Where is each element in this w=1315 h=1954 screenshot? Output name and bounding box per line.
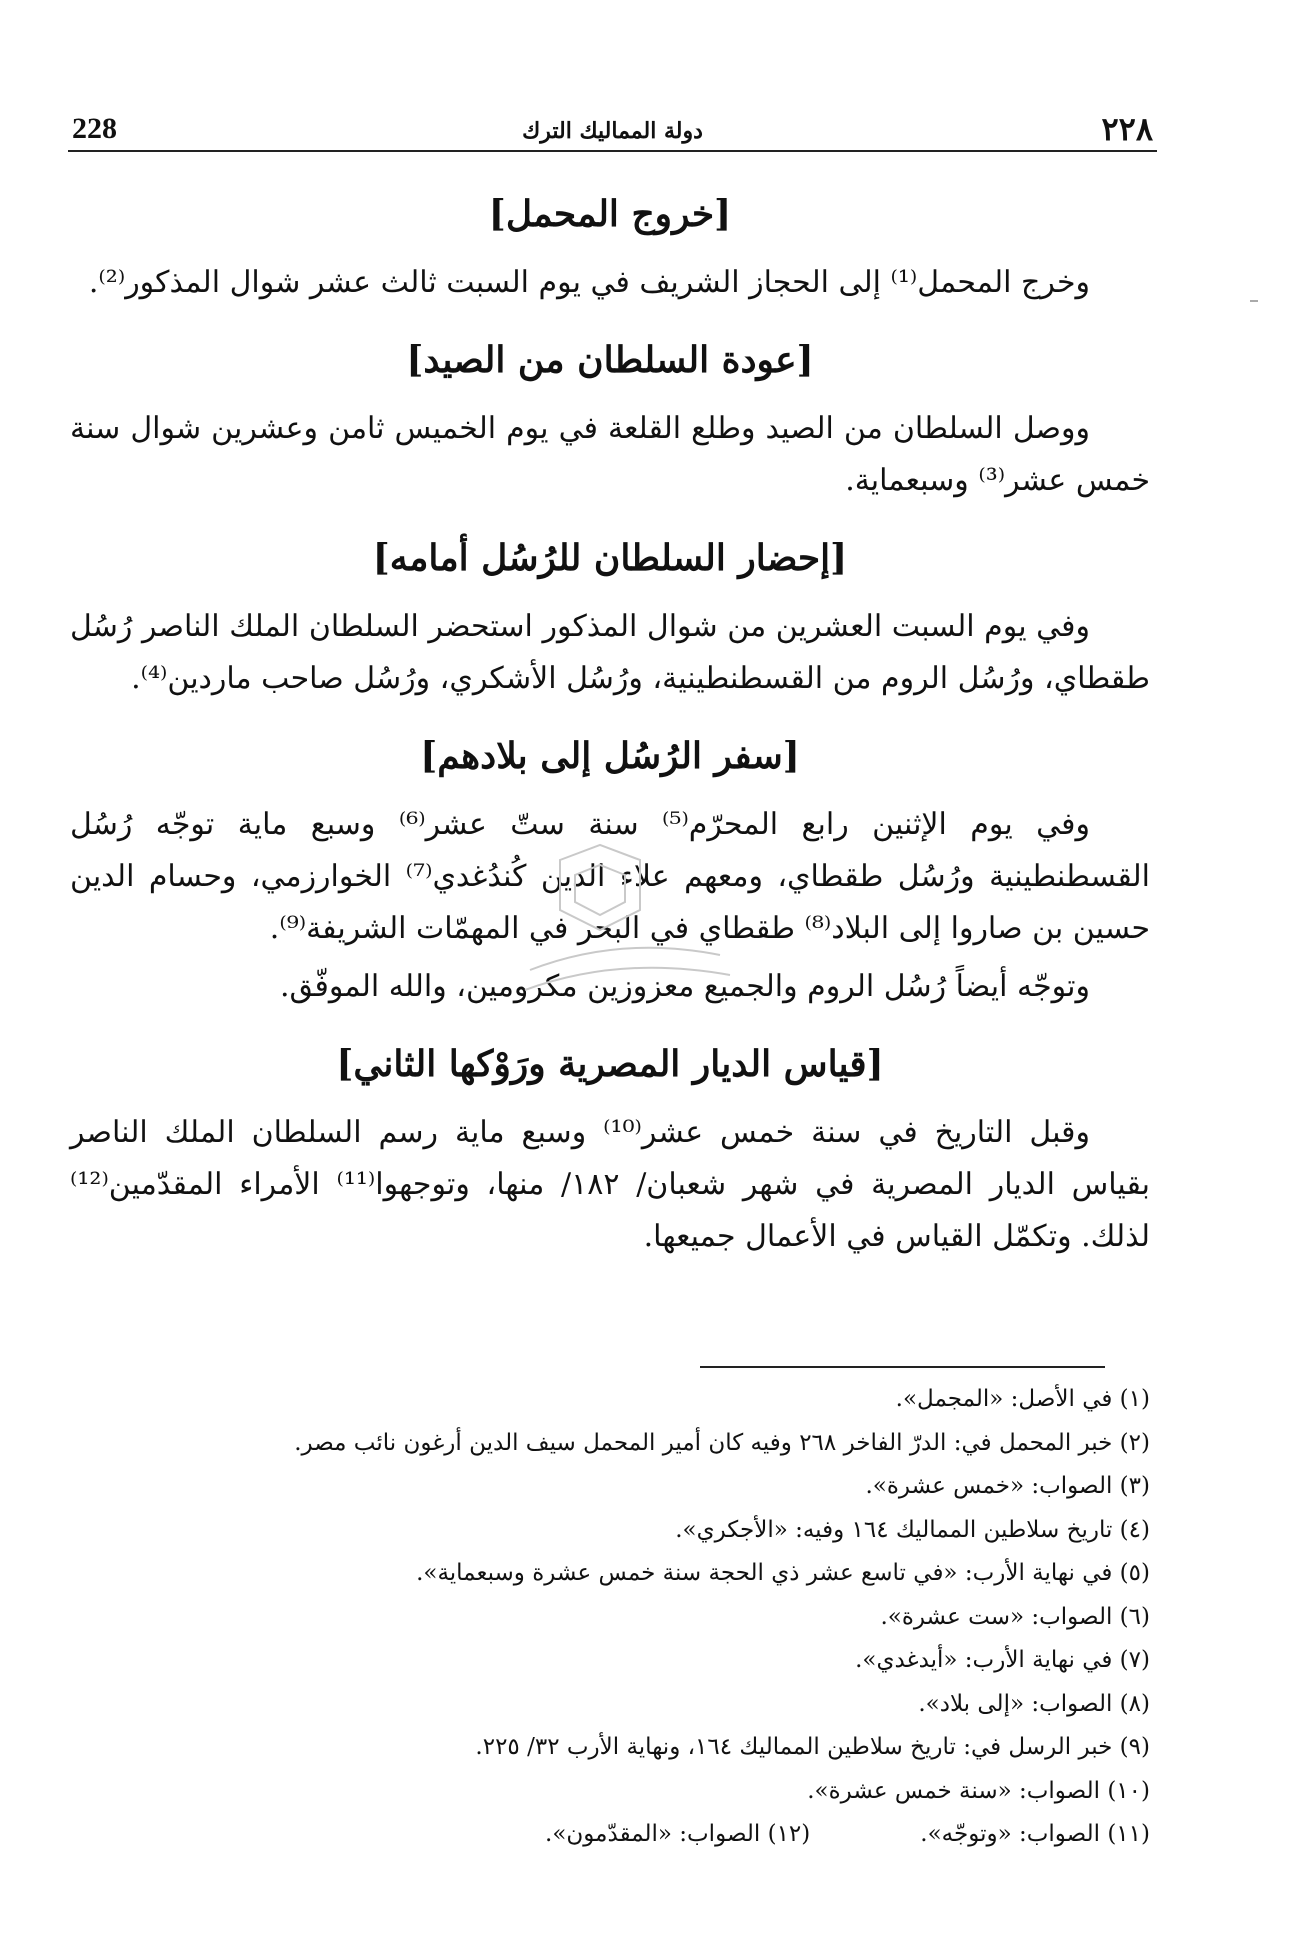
footnote: (٣) الصواب: «خمس عشرة». [865,1473,1150,1499]
footnote: (٨) الصواب: «إلى بلاد». [918,1690,1150,1717]
footnote: (٥) في نهاية الأرب: «في تاسع عشر ذي الحجة سنة خمس عشرة وسبعماية». [416,1560,1150,1586]
page-number-latin: 228 [72,112,117,145]
footnote: (١١) الصواب: «وتوجّه». [920,1821,1150,1847]
section-heading: [إحضار السلطان للرُسُل أمامه] [372,537,848,579]
footnote: (١) في الأصل: «المجمل». [895,1386,1150,1412]
footnote: (٤) تاريخ سلاطين المماليك ١٦٤ وفيه: «الأجكري». [675,1516,1150,1543]
section-heading: [خروج المحمل] [488,193,732,235]
footnote-pair [70,1813,1150,1857]
footnote: (٢) خبر المحمل في: الدرّ الفاخر ٢٦٨ وفيه كان أمير المحمل سيف الدين أرغون نائب مصر. [294,1429,1150,1456]
page-header [68,110,1157,152]
paragraph: وقبل التاريخ في سنة خمس عشر⁽¹⁰⁾ وسبع ماية رسم السلطان الملك الناصر بقياس الديار المصرية في شهر شعبان/ ١٨٢/ منها، وتوجهوا⁽¹¹⁾ الأمراء المقدّمين⁽¹²⁾ لذلك. وتكمّل القياس في الأعمال جميعها. [70,1115,1150,1254]
paragraph: وخرج المحمل⁽¹⁾ إلى الحجاز الشريف في يوم السبت ثالث عشر شوال المذكور⁽²⁾. [88,265,1090,300]
running-title: دولة المماليك الترك [522,118,703,144]
paragraph: وتوجّه أيضاً رُسُل الروم والجميع معزوزين مكرومين، والله الموفّق. [280,969,1090,1004]
section-heading: [عودة السلطان من الصيد] [406,339,814,381]
footnote: (٦) الصواب: «ست عشرة». [880,1603,1150,1630]
footnote-separator [700,1366,1105,1368]
section-heading: [سفر الرُسُل إلى بلادهم] [420,735,800,777]
page-number-arabic: ٢٢٨ [1101,110,1153,148]
footnotes [70,1378,1150,1857]
paragraph: وفي يوم السبت العشرين من شوال المذكور استحضر السلطان الملك الناصر رُسُل طقطاي، ورُسُل الروم من القسطنطينية، ورُسُل الأشكري، ورُسُل صاحب ماردين⁽⁴⁾. [70,609,1150,696]
section-heading: [قياس الديار المصرية ورَوْكها الثاني] [336,1043,884,1085]
main-text [70,185,1150,1285]
paragraph: ووصل السلطان من الصيد وطلع القلعة في يوم الخميس ثامن وعشرين شوال سنة خمس عشر⁽³⁾ وسبعماية. [70,411,1150,498]
footnote: (٩) خبر الرسل في: تاريخ سلاطين المماليك ١٦٤، ونهاية الأرب ٣٢/ ٢٢٥. [475,1734,1150,1760]
footnote: (٧) في نهاية الأرب: «أيدغدي». [855,1647,1150,1673]
footnote: (١٢) الصواب: «المقدّمون». [545,1821,811,1847]
library-seal-watermark-icon [470,840,770,1030]
paragraph: وفي يوم الإثنين رابع المحرّم⁽⁵⁾ سنة ستّ عشر⁽⁶⁾ وسبع ماية توجّه رُسُل القسطنطينية ورُسُل طقطاي، ومعهم علاء الدين كُندُغدي⁽⁷⁾ الخوارزمي، وحسام الدين حسين بن صاروا إلى البلاد⁽⁸⁾ طقطاي في البحر في المهمّات الشريفة⁽⁹⁾. [70,807,1150,946]
margin-mark [1250,300,1258,302]
footnote: (١٠) الصواب: «سنة خمس عشرة». [807,1777,1150,1804]
